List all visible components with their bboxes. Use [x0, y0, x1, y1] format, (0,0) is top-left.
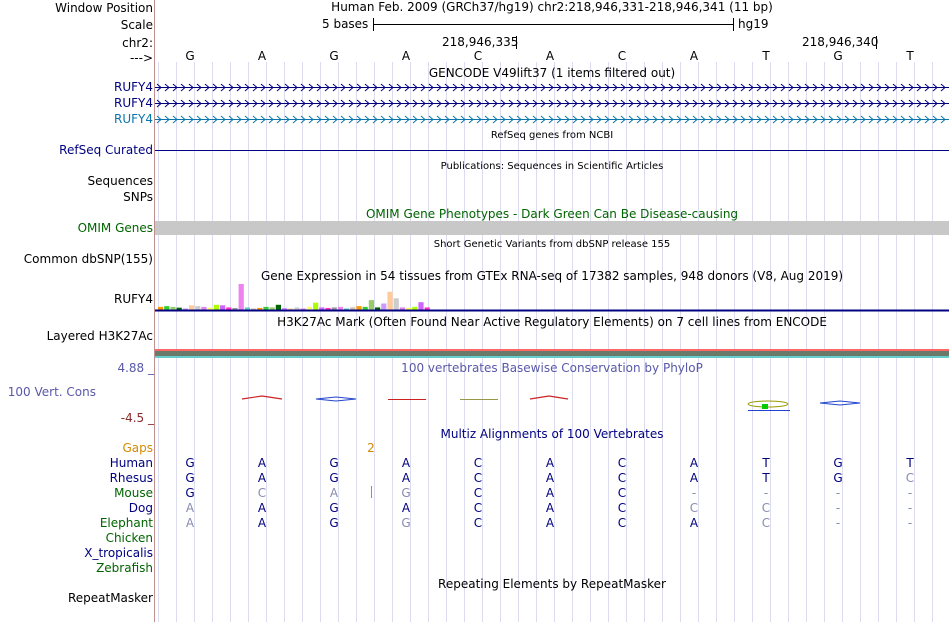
species-label[interactable]: Human	[109, 456, 153, 470]
gtex-title: Gene Expression in 54 tissues from GTEx RNA-seq of 17382 samples, 948 donors (V8, Aug 2019)	[260, 269, 844, 283]
position-tick-left: 218,946,335	[442, 35, 519, 49]
alignment-base: G	[833, 456, 843, 470]
alignment-base: A	[689, 456, 699, 470]
gencode-label-3[interactable]: RUFY4	[114, 112, 153, 126]
window-position-label: Window Position	[55, 1, 153, 15]
alignment-base: C	[257, 486, 267, 500]
alignment-base: G	[329, 456, 339, 470]
gtex-bar	[394, 298, 399, 310]
alignment-base: C	[473, 516, 483, 530]
base-letter: T	[762, 49, 770, 63]
omim-title: OMIM Gene Phenotypes - Dark Green Can Be Disease-causing	[365, 207, 739, 221]
base-letter: G	[185, 49, 195, 63]
base-letter: C	[617, 49, 627, 63]
alignment-base: C	[617, 471, 627, 485]
strand-arrow-label: --->	[129, 51, 153, 65]
alignment-base: A	[689, 471, 699, 485]
gtex-bar	[220, 305, 225, 310]
gtex-bar	[387, 292, 392, 310]
gtex-bar	[418, 302, 423, 310]
gtex-bar	[313, 303, 318, 310]
repeatmasker-label[interactable]: RepeatMasker	[67, 591, 153, 605]
label-separator	[154, 0, 155, 622]
alignment-base: A	[545, 471, 555, 485]
alignment-base: C	[473, 471, 483, 485]
gtex-bar	[369, 300, 374, 310]
gtex-bar	[214, 305, 219, 310]
gtex-bar	[189, 305, 194, 310]
alignment-base: G	[185, 456, 195, 470]
alignment-base: -	[691, 486, 697, 500]
base-letter: A	[689, 49, 699, 63]
alignment-base: A	[185, 516, 195, 530]
alignment-base: C	[905, 471, 915, 485]
species-label[interactable]: Zebrafish	[96, 561, 153, 575]
gtex-bar	[276, 305, 281, 310]
gtex-bar	[356, 306, 361, 310]
species-label[interactable]: Chicken	[105, 531, 153, 545]
alignment-base: A	[401, 501, 411, 515]
alignment-base: C	[617, 456, 627, 470]
alignment-base: C	[761, 516, 771, 530]
base-letter: A	[545, 49, 555, 63]
base-letter: A	[257, 49, 267, 63]
phylop-mark	[530, 396, 568, 399]
gencode-label-1[interactable]: RUFY4	[114, 80, 153, 94]
omim-label[interactable]: OMIM Genes	[77, 221, 153, 235]
dbsnp-label[interactable]: Common dbSNP(155)	[23, 252, 153, 266]
base-letter: G	[329, 49, 339, 63]
alignment-base: G	[401, 516, 411, 530]
alignment-base: C	[617, 486, 627, 500]
alignment-base: A	[257, 516, 267, 530]
gaps-label[interactable]: Gaps	[122, 441, 153, 455]
pubs-title: Publications: Sequences in Scientific Articles	[440, 161, 664, 172]
alignment-base: -	[907, 501, 913, 515]
repeatmasker-title: Repeating Elements by RepeatMasker	[438, 577, 666, 591]
alignment-base: C	[473, 486, 483, 500]
gtex-bar	[195, 306, 200, 310]
alignment-base: -	[835, 516, 841, 530]
phylop-max-label: 4.88 _	[117, 361, 154, 375]
species-label[interactable]: Dog	[128, 501, 153, 515]
base-letter: C	[473, 49, 483, 63]
alignment-base: A	[329, 486, 339, 500]
scale-text: 5 bases	[322, 17, 369, 31]
omim-bar	[155, 221, 949, 235]
phylop-mark	[762, 404, 768, 409]
gtex-bar	[381, 304, 386, 311]
alignment-base: C	[617, 516, 627, 530]
gaps-value: 2	[367, 441, 375, 455]
base-letter: A	[401, 49, 411, 63]
alignment-base: C	[689, 501, 699, 515]
phylop-mark	[820, 401, 860, 405]
alignment-base: A	[545, 501, 555, 515]
assembly-text: hg19	[738, 17, 769, 31]
h3k27ac-title: H3K27Ac Mark (Often Found Near Active Regulatory Elements) on 7 cell lines from ENCODE	[277, 315, 827, 329]
alignment-base: A	[401, 471, 411, 485]
alignment-base: -	[835, 486, 841, 500]
chr-label: chr2:	[122, 36, 153, 50]
species-label[interactable]: Elephant	[99, 516, 153, 530]
gencode-label-2[interactable]: RUFY4	[114, 96, 153, 110]
alignment-base: C	[761, 501, 771, 515]
refseq-label[interactable]: RefSeq Curated	[59, 143, 153, 157]
alignment-base: G	[185, 471, 195, 485]
position-tick-right: 218,946,340	[802, 35, 879, 49]
alignment-base: A	[545, 486, 555, 500]
alignment-base: A	[545, 516, 555, 530]
scale-label: Scale	[120, 18, 153, 32]
alignment-base: A	[257, 471, 267, 485]
alignment-base: C	[473, 501, 483, 515]
alignment-base: G	[329, 501, 339, 515]
alignment-base: T	[762, 456, 770, 470]
phylop-title: 100 vertebrates Basewise Conservation by PhyloP	[401, 361, 703, 375]
species-label[interactable]: X_tropicalis	[84, 546, 153, 560]
pubs-sequences-label[interactable]: Sequences	[87, 174, 153, 188]
species-label[interactable]: Mouse	[114, 486, 153, 500]
alignment-base: G	[329, 516, 339, 530]
h3k27ac-band	[155, 356, 949, 358]
alignment-base: A	[689, 516, 699, 530]
alignment-base: G	[329, 471, 339, 485]
alignment-base: C	[473, 456, 483, 470]
alignment-base: -	[907, 516, 913, 530]
h3k27ac-label[interactable]: Layered H3K27Ac	[46, 329, 153, 343]
phylop-mark	[316, 397, 356, 401]
window-position-value: Human Feb. 2009 (GRCh37/hg19) chr2:218,946,331-218,946,341 (11 bp)	[331, 0, 773, 14]
alignment-base: A	[185, 501, 195, 515]
alignment-base: G	[401, 486, 411, 500]
base-letter: G	[833, 49, 843, 63]
alignment-base: -	[835, 501, 841, 515]
gencode-title: GENCODE V49lift37 (1 items filtered out)	[428, 66, 676, 80]
alignment-base: C	[617, 501, 627, 515]
refseq-title: RefSeq genes from NCBI	[490, 130, 614, 141]
multiz-title: Multiz Alignments of 100 Vertebrates	[440, 427, 664, 441]
alignment-base: G	[185, 486, 195, 500]
h3k27ac-band	[155, 349, 949, 351]
alignment-base: T	[762, 471, 770, 485]
phylop-min-label: -4.5 _	[120, 411, 154, 425]
gtex-bar	[239, 284, 244, 310]
gtex-bar	[164, 306, 169, 310]
pubs-snps-label[interactable]: SNPs	[123, 190, 153, 204]
alignment-base: -	[907, 486, 913, 500]
alignment-base: A	[257, 456, 267, 470]
alignment-base: A	[545, 456, 555, 470]
dbsnp-title: Short Genetic Variants from dbSNP release 155	[433, 239, 671, 250]
phylop-label[interactable]: 100 Vert. Cons	[7, 385, 96, 399]
base-letter: T	[906, 49, 914, 63]
gtex-label[interactable]: RUFY4	[114, 292, 153, 306]
alignment-base: T	[906, 456, 914, 470]
species-label[interactable]: Rhesus	[109, 471, 153, 485]
alignment-base: A	[257, 501, 267, 515]
alignment-base: -	[763, 486, 769, 500]
alignment-base: A	[401, 456, 411, 470]
alignment-base: G	[833, 471, 843, 485]
